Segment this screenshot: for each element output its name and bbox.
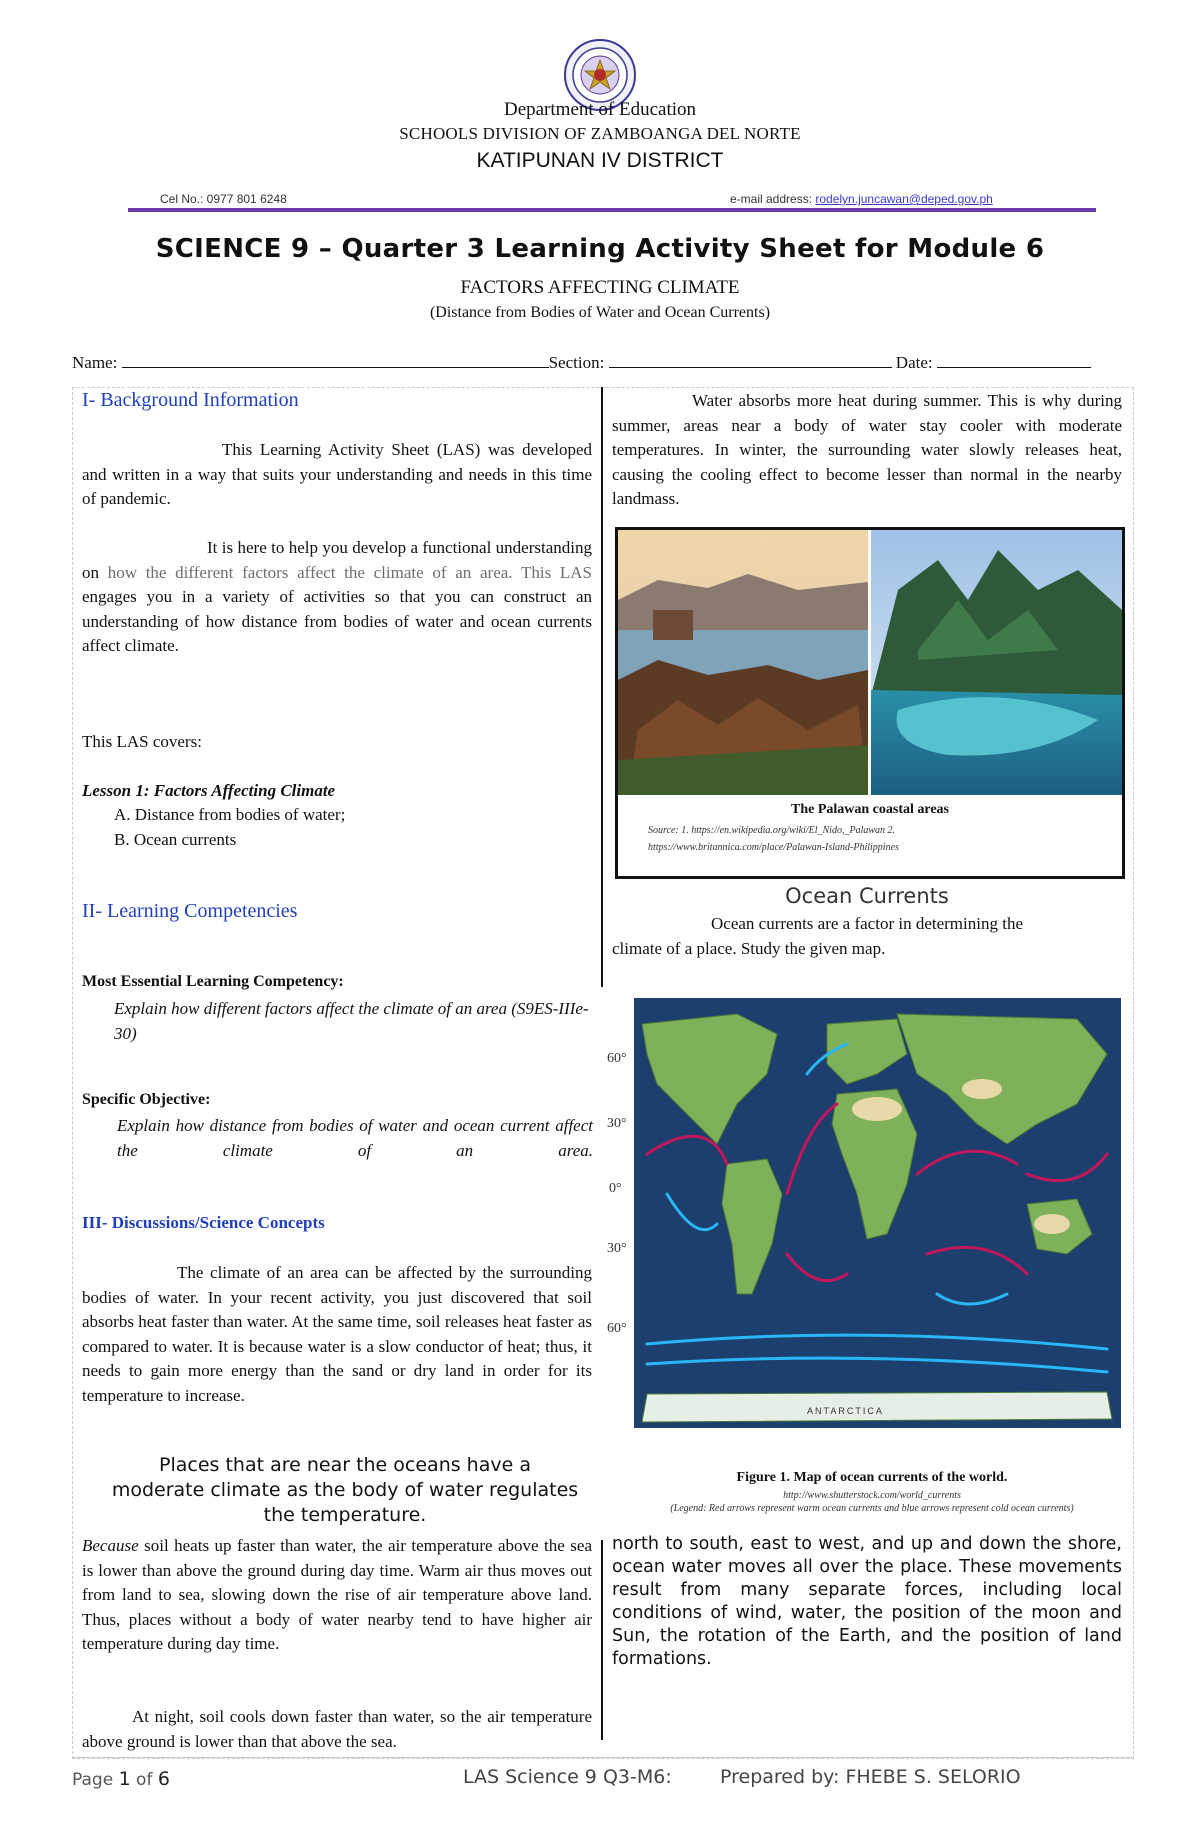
footer-las-code: LAS Science 9 Q3-M6: (463, 1766, 672, 1788)
background-heading: I- Background Information (82, 389, 299, 411)
footer-rule (72, 1757, 1132, 1758)
discussion-heading: III- Discussions/Science Concepts (82, 1213, 325, 1232)
bg-p2-highlight: how the different factors affect the climate of an area. This LAS (107, 562, 593, 582)
ocean-p-line1: Ocean currents are a factor in determining the (711, 914, 1023, 933)
map-source-2: (Legend: Red arrows represent warm ocean currents and blue arrows represent cold ocean currents) (670, 1503, 1074, 1514)
palawan-source-1: Source: 1. https://en.wikipedia.org/wiki/El_Nido,_Palawan 2. (648, 825, 896, 836)
lesson-title: Lesson 1: Factors Affecting Climate (82, 781, 336, 800)
ocean-currents-paragraph (612, 911, 1122, 961)
water-paragraph: Water absorbs more heat during summer. This is why during summer, areas near a body of water stay cooler with moderate temperatures. In winter, the surrounding water slowly releases heat, causing the cooling effect to become lesser than normal in the nearby landmass. (612, 391, 1122, 508)
lat-label-60n: 60° (607, 1051, 627, 1066)
background-paragraph-1: This Learning Activity Sheet (LAS) was developed and written in a way that suits your understanding and needs in this time of pandemic. (82, 440, 592, 508)
callout-text: Places that are near the oceans have a moderate climate as the body of water regulates the temperature. (111, 1454, 579, 1526)
column-divider-bottom (601, 1540, 603, 1740)
date-label: Date: (891, 353, 937, 372)
objective-label: Specific Objective: (82, 1091, 211, 1108)
student-info-line (72, 350, 1112, 373)
name-label: Name: (72, 353, 122, 372)
email-link[interactable]: rodelyn.juncawan@deped.gov.ph (815, 192, 993, 206)
night-paragraph: At night, soil cools down faster than water, so the air temperature above ground is lower than that above the sea. (82, 1707, 592, 1751)
palawan-source-2: https://www.britannica.com/place/Palawan-Island-Philippines (648, 842, 899, 853)
page-subtitle: FACTORS AFFECTING CLIMATE (460, 277, 740, 298)
because-rest: soil heats up faster than water, the air temperature above the sea is lower than above the ground during day time. Warm air thus moves out from land to sea, slowing down the rise of air temperature above land. Thus, places without a body of water nearby tend to have higher air temperature during day time. (82, 1536, 592, 1653)
ocean-currents-heading: Ocean Currents (785, 884, 949, 908)
because-paragraph (82, 1534, 592, 1657)
background-paragraph-2 (82, 536, 592, 659)
header-rule (128, 208, 1096, 212)
bg-p2-start: It is here to help you develop a functional understanding on (82, 538, 592, 582)
section-field[interactable] (609, 350, 892, 368)
map-caption: Figure 1. Map of ocean currents of the world. (736, 1470, 1008, 1485)
map-antarctica-label: ANTARCTICA (807, 1406, 884, 1416)
date-field[interactable] (937, 350, 1091, 368)
name-field[interactable] (122, 350, 549, 368)
email-label: e-mail address: (730, 192, 816, 206)
page-total: 6 (157, 1768, 170, 1790)
email-line (730, 192, 993, 206)
palawan-figure (615, 527, 1125, 879)
page-title: SCIENCE 9 – Quarter 3 Learning Activity Sheet for Module 6 (155, 234, 1045, 264)
ocean-p-line2: climate of a place. Study the given map. (612, 939, 886, 958)
melc-label: Most Essential Learning Competency: (82, 973, 344, 990)
lesson-item-b: B. Ocean currents (114, 830, 237, 849)
page-number (72, 1768, 170, 1790)
section-label: Section: (548, 353, 609, 372)
bg-p2-end: engages you in a variety of activities so that you can construct an understanding of how distance from bodies of water and ocean currents affect climate. (82, 587, 592, 655)
lat-label-30n: 30° (607, 1116, 627, 1131)
page-subsubtitle: (Distance from Bodies of Water and Ocean Currents) (429, 304, 771, 321)
melc-text: Explain how different factors affect the climate of an area (S9ES-IIIe-30) (114, 999, 589, 1043)
page-label: Page (72, 1770, 119, 1790)
department-name: Department of Education (503, 99, 697, 120)
footer-prepared-by: Prepared by: FHEBE S. SELORIO (720, 1766, 1021, 1788)
lat-label-0: 0° (609, 1181, 622, 1196)
palawan-caption: The Palawan coastal areas (790, 802, 949, 817)
objective-text: Explain how distance from bodies of water and ocean current affect the climate of an area. (117, 1116, 593, 1160)
map-source-1: http://www.shutterstock.com/world_currents (783, 1490, 961, 1501)
lat-label-30s: 30° (607, 1241, 627, 1256)
division-name: SCHOOLS DIVISION OF ZAMBOANGA DEL NORTE (399, 124, 801, 143)
lesson-item-a: A. Distance from bodies of water; (114, 805, 346, 824)
lat-label-60s: 60° (607, 1321, 627, 1336)
cell-number: Cel No.: 0977 801 6248 (160, 192, 287, 206)
page-current: 1 (118, 1768, 131, 1790)
ocean-movement-paragraph: north to south, east to west, and up and down the shore, ocean water moves all over the place. These movements result from many separate forces, including local conditions of wind, water, the position of the moon and Sun, the rotation of the Earth, and the position of land formations. (612, 1534, 1122, 1669)
palawan-photo (618, 530, 1122, 795)
ocean-currents-map (607, 994, 1127, 1454)
of-label: of (130, 1770, 158, 1790)
district-name: KATIPUNAN IV DISTRICT (476, 149, 724, 172)
because-word: Because (82, 1536, 139, 1555)
covers-label: This LAS covers: (82, 732, 202, 751)
discussion-paragraph: The climate of an area can be affected by the surrounding bodies of water. In your recent activity, you just discovered that soil absorbs heat faster than water. At the same time, soil releases heat faster as compared to water. It is because water is a slow conductor of heat; thus, it needs to gain more energy than the sand or dry land in order for its temperature to increase. (82, 1263, 592, 1405)
column-divider-top (601, 387, 603, 987)
competencies-heading: II- Learning Competencies (82, 900, 298, 922)
